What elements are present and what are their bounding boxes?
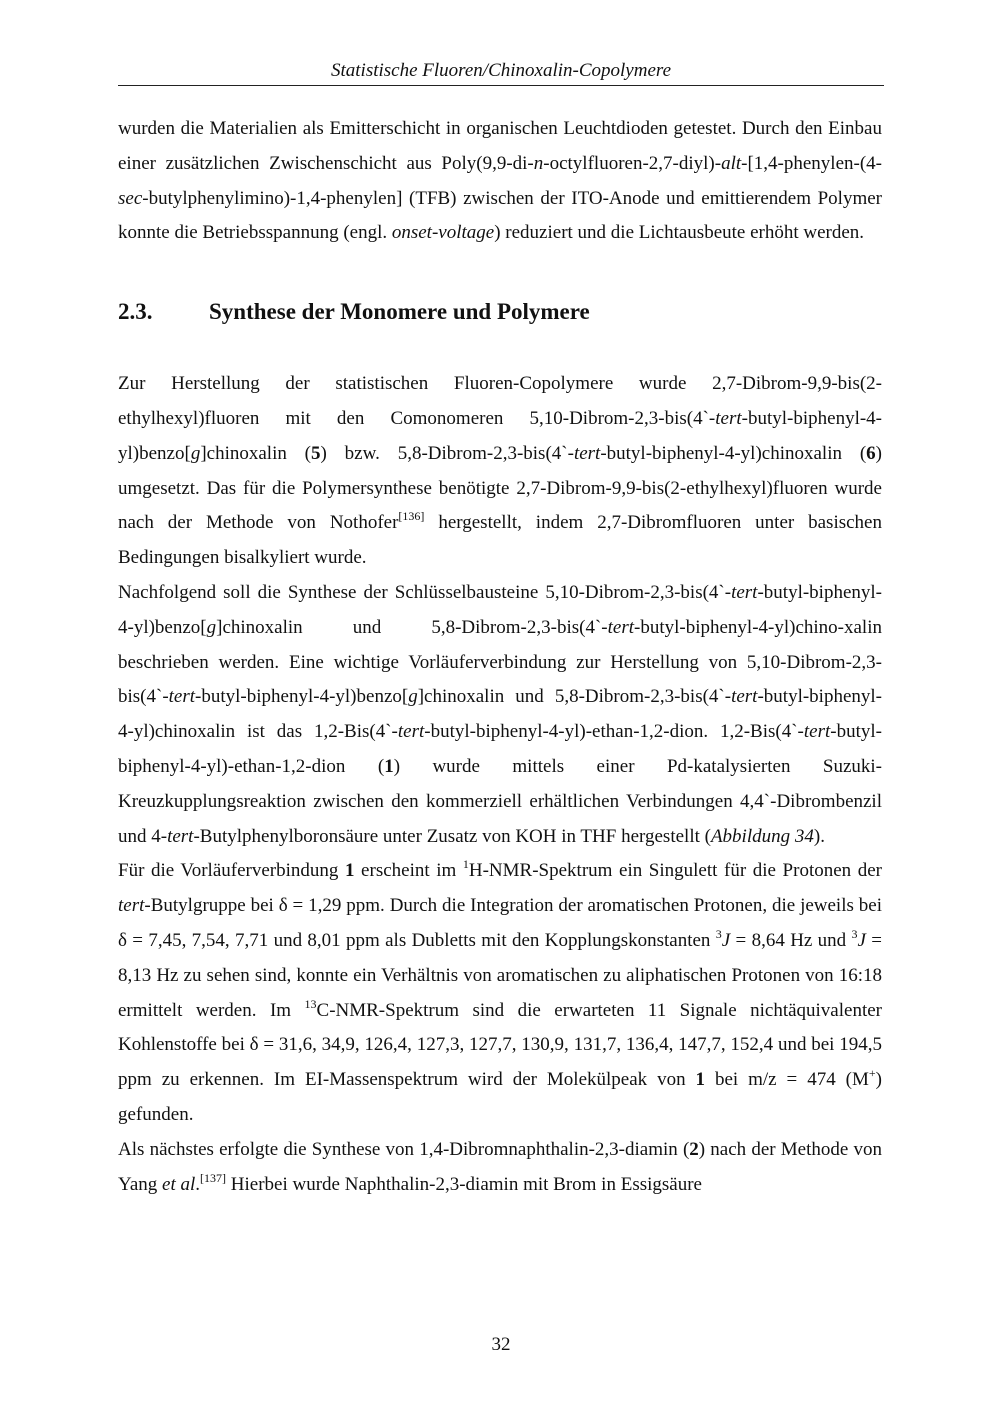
citation: [136] bbox=[398, 509, 425, 524]
paragraph-nmr: Für die Vorläuferverbindung 1 erscheint im $^1$H-NMR-Spektrum ein Singulett für die Protonen der tert-Butylgruppe bei δ = 1,29 ppm. Durch die Integration der aromatischen Protonen, die jeweils bei δ = 7,45, 7,54, 7,71 und 8,01 ppm als Dubletts mit den Kopplungskonstanten $^3$J = 8,64 Hz und $^3$J = 8,13 Hz zu sehen sind, konnte ein Verhältnis von aromatischen zu aliphatischen Protonen von 16:18 ermittelt werden. Im $^{13}$C-NMR-Spektrum sind die erwarteten 11 Signale nichtäquivalenter Kohlenstoffe bei δ = 31,6, 34,9, 126,4, 127,3, 127,7, 130,9, 131,7, 136,4, 147,7, 152,4 und bei 194,5 ppm zu erkennen. Im EI-Massenspektrum wird der Molekülpeak von 1 bei m/z = 474 (M+) gefunden. bbox=[118, 857, 883, 1125]
section-number: 2.3. bbox=[118, 299, 153, 325]
paragraph-herstellung: Zur Herstellung der statistischen Fluoren-Copolymere wurde 2,7-Dibrom-9,9-bis(2-ethylhexyl)fluoren mit den Comonomeren 5,10-Dibrom-2,3-bis(4`-tert-butyl-biphenyl-4-yl)benzo[g]chinoxalin (5) bzw. 5,8-Dibrom-2,3-bis(4`-tert-butyl-biphenyl-4-yl)chinoxalin (6) umgesetzt. Das für die Polymersynthese benötigte 2,7-Dibrom-9,9-bis(2-ethylhexyl)fluoren wurde nach der Methode von Nothofer[136] hergestellt, indem 2,7-Dibromfluoren unter basischen Bedingungen bisalkyliert wurde. bbox=[118, 373, 882, 569]
header-rule bbox=[118, 85, 884, 86]
running-header: Statistische Fluoren/Chinoxalin-Copolymere bbox=[330, 60, 671, 81]
paragraph-schluesselbausteine: Nachfolgend soll die Synthese der Schlüsselbausteine 5,10-Dibrom-2,3-bis(4`-tert-butyl-biphenyl-4-yl)benzo[g]chinoxalin und 5,8-Dibrom-2,3-bis(4`-tert-butyl-biphenyl-4-yl)chino-xalin beschrieben werden. Eine wichtige Vorläuferverbindung zur Herstellung von 5,10-Dibrom-2,3-bis(4`-tert-butyl-biphenyl-4-yl)benzo[g]chinoxalin und 5,8-Dibrom-2,3-bis(4`-tert-butyl-biphenyl-4-yl)chinoxalin ist das 1,2-Bis(4`-tert-butyl-biphenyl-4-yl)-ethan-1,2-dion. 1,2-Bis(4`-tert-butyl-biphenyl-4-yl)-ethan-1,2-dion (1) wurde mittels einer Pd-katalysierten Suzuki-Kreuzkupplungsreaktion zwischen den kommerziell erhältlichen Verbindungen 4,4`-Dibrombenzil und 4-tert-Butylphenylboronsäure unter Zusatz von KOH in THF hergestellt (Abbildung 34). bbox=[118, 581, 882, 847]
paragraph-dibromnaphthalin: Als nächstes erfolgte die Synthese von 1,4-Dibromnaphthalin-2,3-diamin (2) nach der Methode von Yang et al.[137] Hierbei wurde Naphthalin-2,3-diamin mit Brom in Essigsäure bbox=[118, 1138, 882, 1195]
section-title: Synthese der Monomere und Polymere bbox=[209, 299, 590, 325]
section-heading bbox=[118, 295, 882, 329]
intro-paragraph: wurden die Materialien als Emitterschicht in organischen Leuchtdioden getestet. Durch den Einbau einer zusätzlichen Zwischenschicht aus Poly(9,9-di-n-octylfluoren-2,7-diyl)-alt-[1,4-phenylen-(4-sec-butylphenylimino)-1,4-phenylen] (TFB) zwischen der ITO-Anode und emittierendem Polymer konnte die Betriebsspannung (engl. onset-voltage) reduziert und die Lichtausbeute erhöht werden. bbox=[118, 118, 882, 244]
page-number: 32 bbox=[491, 1334, 511, 1355]
citation: [137] bbox=[200, 1170, 227, 1185]
body-text bbox=[118, 112, 882, 1202]
